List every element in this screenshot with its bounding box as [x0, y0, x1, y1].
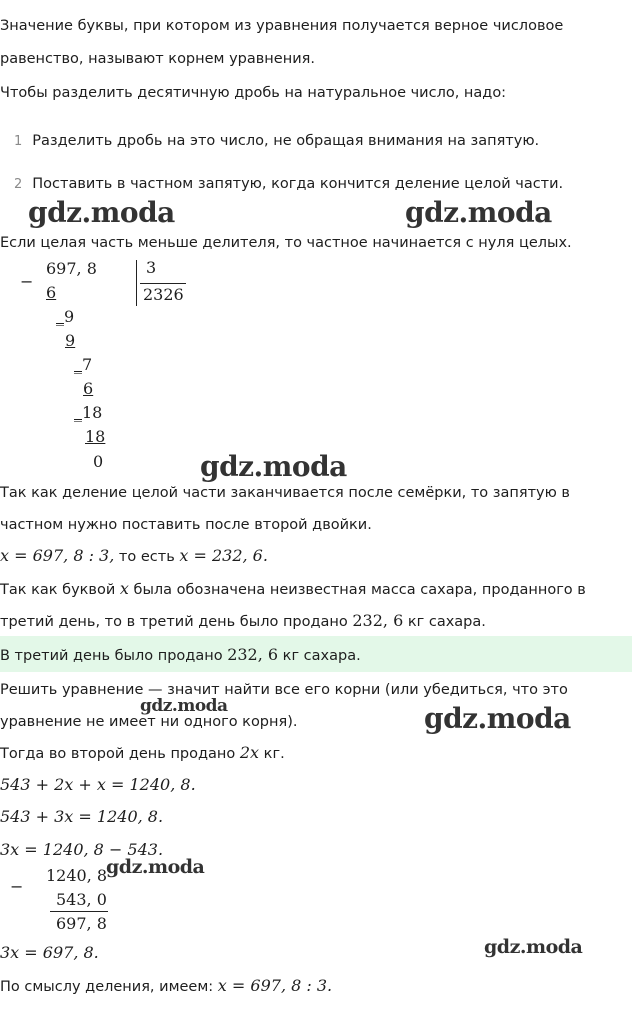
division-horizontal-line [140, 283, 186, 284]
remainder: _7 [74, 355, 93, 374]
difference: 697, 8 [56, 914, 107, 933]
subtrahend: 6 [83, 379, 94, 398]
equation-step3: 3x = 1240, 8 − 543. [0, 840, 164, 859]
paragraph-meaning: По смыслу деления, имеем: x = 697, 8 : 3. [0, 976, 333, 995]
divisor: 3 [146, 258, 157, 277]
remainder: _18 [74, 403, 103, 422]
watermark: gdz.moda [200, 450, 347, 483]
dividend: 697, 8 [46, 259, 97, 278]
remainder: _9 [56, 307, 75, 326]
watermark: gdz.moda [484, 936, 583, 958]
paragraph-solve-line1: Решить уравнение — значит найти все его корни (или убедиться, что это [0, 682, 568, 698]
paragraph-unknown-line1: Так как буквой x была обозначена неизвестная масса сахара, проданного в [0, 579, 586, 598]
subtraction-minus: − [10, 877, 24, 896]
paragraph-zero-integer: Если целая часть меньше делителя, то частное начинается с нуля целых. [0, 235, 572, 251]
subtrahend: 18 [85, 427, 106, 446]
paragraph-definition-line2: равенство, называют корнем уравнения. [0, 51, 315, 67]
watermark: gdz.moda [106, 856, 205, 878]
answer-text: В третий день было продано 232, 6 кг сахара. [0, 645, 361, 664]
paragraph-unknown-line2: третий день, то в третий день было продано 232, 6 кг сахара. [0, 611, 486, 630]
division-vertical-line [136, 260, 137, 306]
list-item [14, 131, 539, 152]
list-item-text: Поставить в частном запятую, когда кончится деление целой части. [32, 176, 564, 192]
list-item-text: Разделить дробь на это число, не обращая внимания на запятую. [32, 133, 540, 149]
watermark: gdz.moda [140, 696, 228, 716]
division-minus: − [20, 272, 34, 291]
quotient: 2326 [143, 285, 184, 304]
equation-step2: 543 + 3x = 1240, 8. [0, 807, 164, 826]
watermark: gdz.moda [424, 702, 571, 735]
paragraph-second-day: Тогда во второй день продано 2x кг. [0, 743, 285, 762]
subtraction-line [50, 911, 108, 912]
list-item [14, 174, 563, 195]
paragraph-solve-line2: уравнение не имеет ни одного корня). [0, 714, 298, 730]
remainder-final: 0 [93, 452, 104, 471]
subtrahend: 543, 0 [56, 890, 107, 909]
subtrahend: 6 [46, 283, 57, 302]
list-item-number: 1 [14, 134, 23, 149]
subtrahend: 9 [65, 331, 76, 350]
list-item-number: 2 [14, 177, 23, 192]
paragraph-division-rule: Чтобы разделить десятичную дробь на натуральное число, надо: [0, 85, 507, 101]
equation-step4: 3x = 697, 8. [0, 943, 99, 962]
equation-step1: 543 + 2x + x = 1240, 8. [0, 775, 196, 794]
watermark: gdz.moda [405, 196, 552, 229]
paragraph-definition-line1: Значение буквы, при котором из уравнения получается верное числовое [0, 18, 564, 34]
paragraph-comma-placement-line1: Так как деление целой части заканчивается после семёрки, то запятую в [0, 485, 570, 501]
paragraph-comma-placement-line2: частном нужно поставить после второй двойки. [0, 517, 372, 533]
watermark: gdz.moda [28, 196, 175, 229]
equation-x: x = 697, 8 : 3, то есть x = 232, 6. [0, 546, 268, 565]
minuend: 1240, 8 [46, 866, 108, 885]
